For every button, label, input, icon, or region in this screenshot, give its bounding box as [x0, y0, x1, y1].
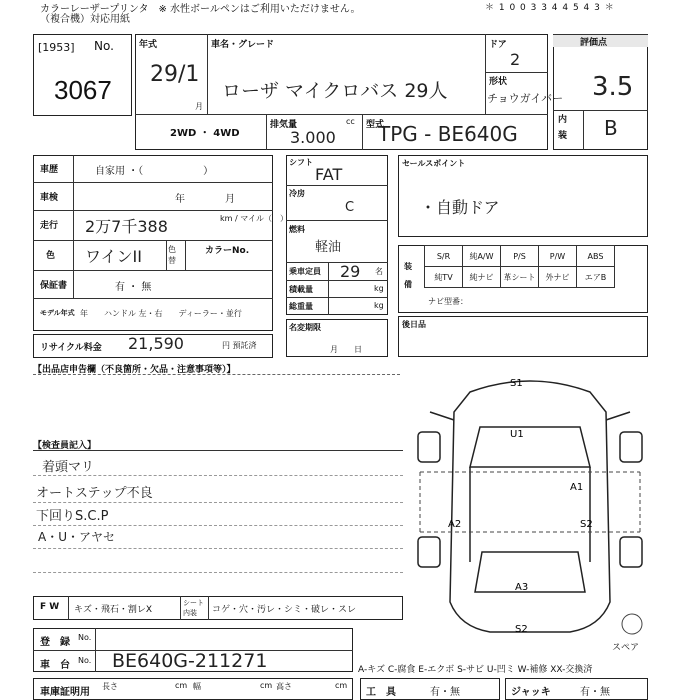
gross-weight-label: 総重量 [289, 302, 313, 311]
tools-value: 有・無 [430, 687, 460, 698]
equip-tv: 純TV [425, 267, 463, 288]
interior-label-1: 内 [558, 115, 568, 125]
length-unit: cm [175, 681, 188, 690]
displacement-value: 3.000 [290, 128, 336, 147]
shape-value: チョウガイバー [487, 92, 564, 105]
header-note: カラーレーザープリンタ ※ 水性ボールペンはご利用いただけません。 [40, 4, 361, 15]
height-unit: cm [335, 681, 348, 690]
shape-label: 形状 [489, 77, 508, 87]
fw-items: キズ・飛石・割レX [74, 605, 152, 615]
inspector-line-2: オートステップ不良 [36, 486, 153, 501]
inspection-value: 年 月 [175, 194, 235, 205]
year-value: 29/1 [150, 62, 200, 87]
damage-mark-a1: A1 [570, 482, 584, 493]
equip-pw: P/W [539, 246, 577, 267]
equip-sr: S/R [425, 246, 463, 267]
capacity-value: 29 [340, 262, 361, 281]
fw-label: F W [40, 602, 60, 612]
year-month-suffix: 月 [195, 102, 203, 111]
rear-window-outline [475, 552, 585, 592]
score-label: 評価点 [580, 38, 608, 48]
inspector-line-4: A・U・アヤセ [38, 530, 115, 544]
model-value: ローザ マイクロバス 29人 [222, 80, 448, 102]
sheet-label: シート内装 [183, 599, 204, 617]
fuel-label: 燃料 [289, 225, 305, 234]
serial-number: ＊ 1 0 0 3 3 4 4 5 4 3 ＊ [485, 3, 615, 13]
sheet-items: コゲ・穴・汚レ・シミ・破レ・スレ [212, 605, 357, 615]
capacity-label: 乗車定員 [289, 267, 321, 276]
warranty-value: 有 ・ 無 [115, 282, 152, 293]
damage-mark-u1: U1 [510, 429, 524, 440]
name-change-value: 月 日 [330, 345, 362, 354]
history-label: 車歴 [40, 165, 59, 175]
model-code-value: TPG - BE640G [378, 122, 518, 146]
recycle-label: リサイクル料金 [40, 343, 102, 353]
damage-mark-a2: A2 [448, 519, 462, 530]
interior-label-2: 装 [558, 131, 568, 141]
height-label: 高さ [276, 682, 292, 691]
chassis-value: BE640G-211271 [112, 650, 268, 672]
displacement-label: 排気量 [270, 120, 298, 130]
mileage-label: 走行 [40, 221, 59, 231]
inspector-line-3: 下回りS.C.P [36, 509, 109, 524]
interior-value: B [604, 116, 618, 140]
jack-label: ジャッキ [511, 687, 551, 698]
lot-number: 3067 [54, 75, 112, 105]
equip-abs: ABS [577, 246, 615, 267]
displacement-unit: cc [346, 117, 355, 126]
lot-no-label: No. [94, 39, 114, 53]
doors-value: 2 [510, 50, 521, 69]
spare-label: スペア [612, 643, 640, 653]
warranty-label: 保証書 [40, 281, 68, 291]
damage-legend: A-キズ C-腐食 E-エクボ S-サビ U-凹ミ W-補修 XX-交換済 [358, 665, 593, 675]
name-change-label: 名変期限 [289, 323, 321, 332]
damage-mark-s2-rear: S2 [515, 624, 528, 635]
front-right-wheel [620, 432, 642, 462]
damage-mark-s1: S1 [510, 378, 523, 389]
equip-leather: 革シート [501, 267, 539, 288]
navi-model-label: ナビ型番： [428, 297, 468, 306]
registration-no: No. [78, 633, 92, 642]
width-label: 幅 [193, 682, 201, 691]
shift-label: シフト [289, 158, 313, 167]
car-body-outline [450, 381, 610, 632]
recycle-value: 21,590 [128, 334, 184, 353]
history-value: 自家用 ・（ ） [95, 166, 214, 177]
jack-value: 有・無 [580, 687, 610, 698]
equip-airbag: エアB [577, 267, 615, 288]
damage-mark-a3: A3 [515, 582, 529, 593]
ac-value: C [345, 200, 355, 215]
damage-diagram [410, 372, 650, 642]
color-number-label: カラーNo. [205, 246, 250, 256]
spare-tire-icon [622, 614, 642, 634]
equip-navi: 純ナビ [463, 267, 501, 288]
inspection-label: 車検 [40, 193, 59, 203]
gross-weight-unit: kg [374, 301, 384, 310]
drive-label: 2WD ・ 4WD [170, 128, 240, 139]
load-label: 積載量 [289, 285, 313, 294]
equipment-table [424, 245, 615, 288]
damage-mark-s2: S2 [580, 519, 593, 530]
equipment-label: 装備 [404, 262, 412, 289]
color-value: ワインII [85, 247, 142, 266]
registration-label: 登 録 [40, 637, 70, 648]
ac-label: 冷房 [289, 189, 305, 198]
mirrors [430, 412, 630, 420]
doors-label: ドア [489, 40, 507, 50]
color-change-label: 色替 [168, 245, 176, 265]
garage-cert-label: 車庫証明用 [40, 687, 90, 698]
model-code-label: 型式 [366, 120, 385, 130]
chassis-label: 車 台 [40, 660, 70, 671]
mileage-unit: km / マイル（ ） [220, 214, 289, 223]
rear-right-wheel [620, 537, 642, 567]
chassis-no: No. [78, 656, 92, 665]
length-label: 長さ [102, 682, 118, 691]
year-label: 年式 [139, 40, 158, 50]
model-year-value: 年 ハンドル 左・右 ディーラー・並行 [80, 309, 242, 318]
equip-ext-navi: 外ナビ [539, 267, 577, 288]
shift-value: FAT [315, 165, 343, 184]
inspector-line-1: 着頭マリ [42, 460, 95, 475]
capacity-unit: 名 [375, 267, 383, 276]
equip-alloy: 純A/W [463, 246, 501, 267]
header-note-2: （複合機）対応用紙 [40, 14, 130, 25]
sale-points-value: ・自動ドア [420, 198, 500, 217]
recycle-unit: 円 預託済 [222, 341, 257, 350]
color-label: 色 [46, 251, 56, 261]
width-unit: cm [260, 681, 273, 690]
equip-ps: P/S [501, 246, 539, 267]
model-label: 車名・グレード [211, 40, 275, 50]
mileage-value: 2万7千388 [85, 217, 168, 236]
front-left-wheel [418, 432, 440, 462]
notes-header: 【出品店申告欄（不良箇所・欠品・注意事項等）】 [33, 365, 236, 375]
rear-left-wheel [418, 537, 440, 567]
sale-points-label: セールスポイント [402, 159, 466, 168]
fuel-value: 軽油 [315, 240, 342, 255]
lot-year-tag: [1953] [38, 41, 75, 54]
load-unit: kg [374, 284, 384, 293]
later-items-label: 後日品 [402, 320, 426, 329]
inspector-header: 【検査員記入】 [33, 441, 97, 451]
lot-box [33, 34, 132, 116]
model-year-label: モデル年式 [40, 309, 75, 317]
tools-label: 工 具 [366, 687, 396, 698]
later-items-box [398, 316, 648, 357]
score-value: 3.5 [592, 72, 634, 102]
windshield-outline [470, 427, 590, 467]
